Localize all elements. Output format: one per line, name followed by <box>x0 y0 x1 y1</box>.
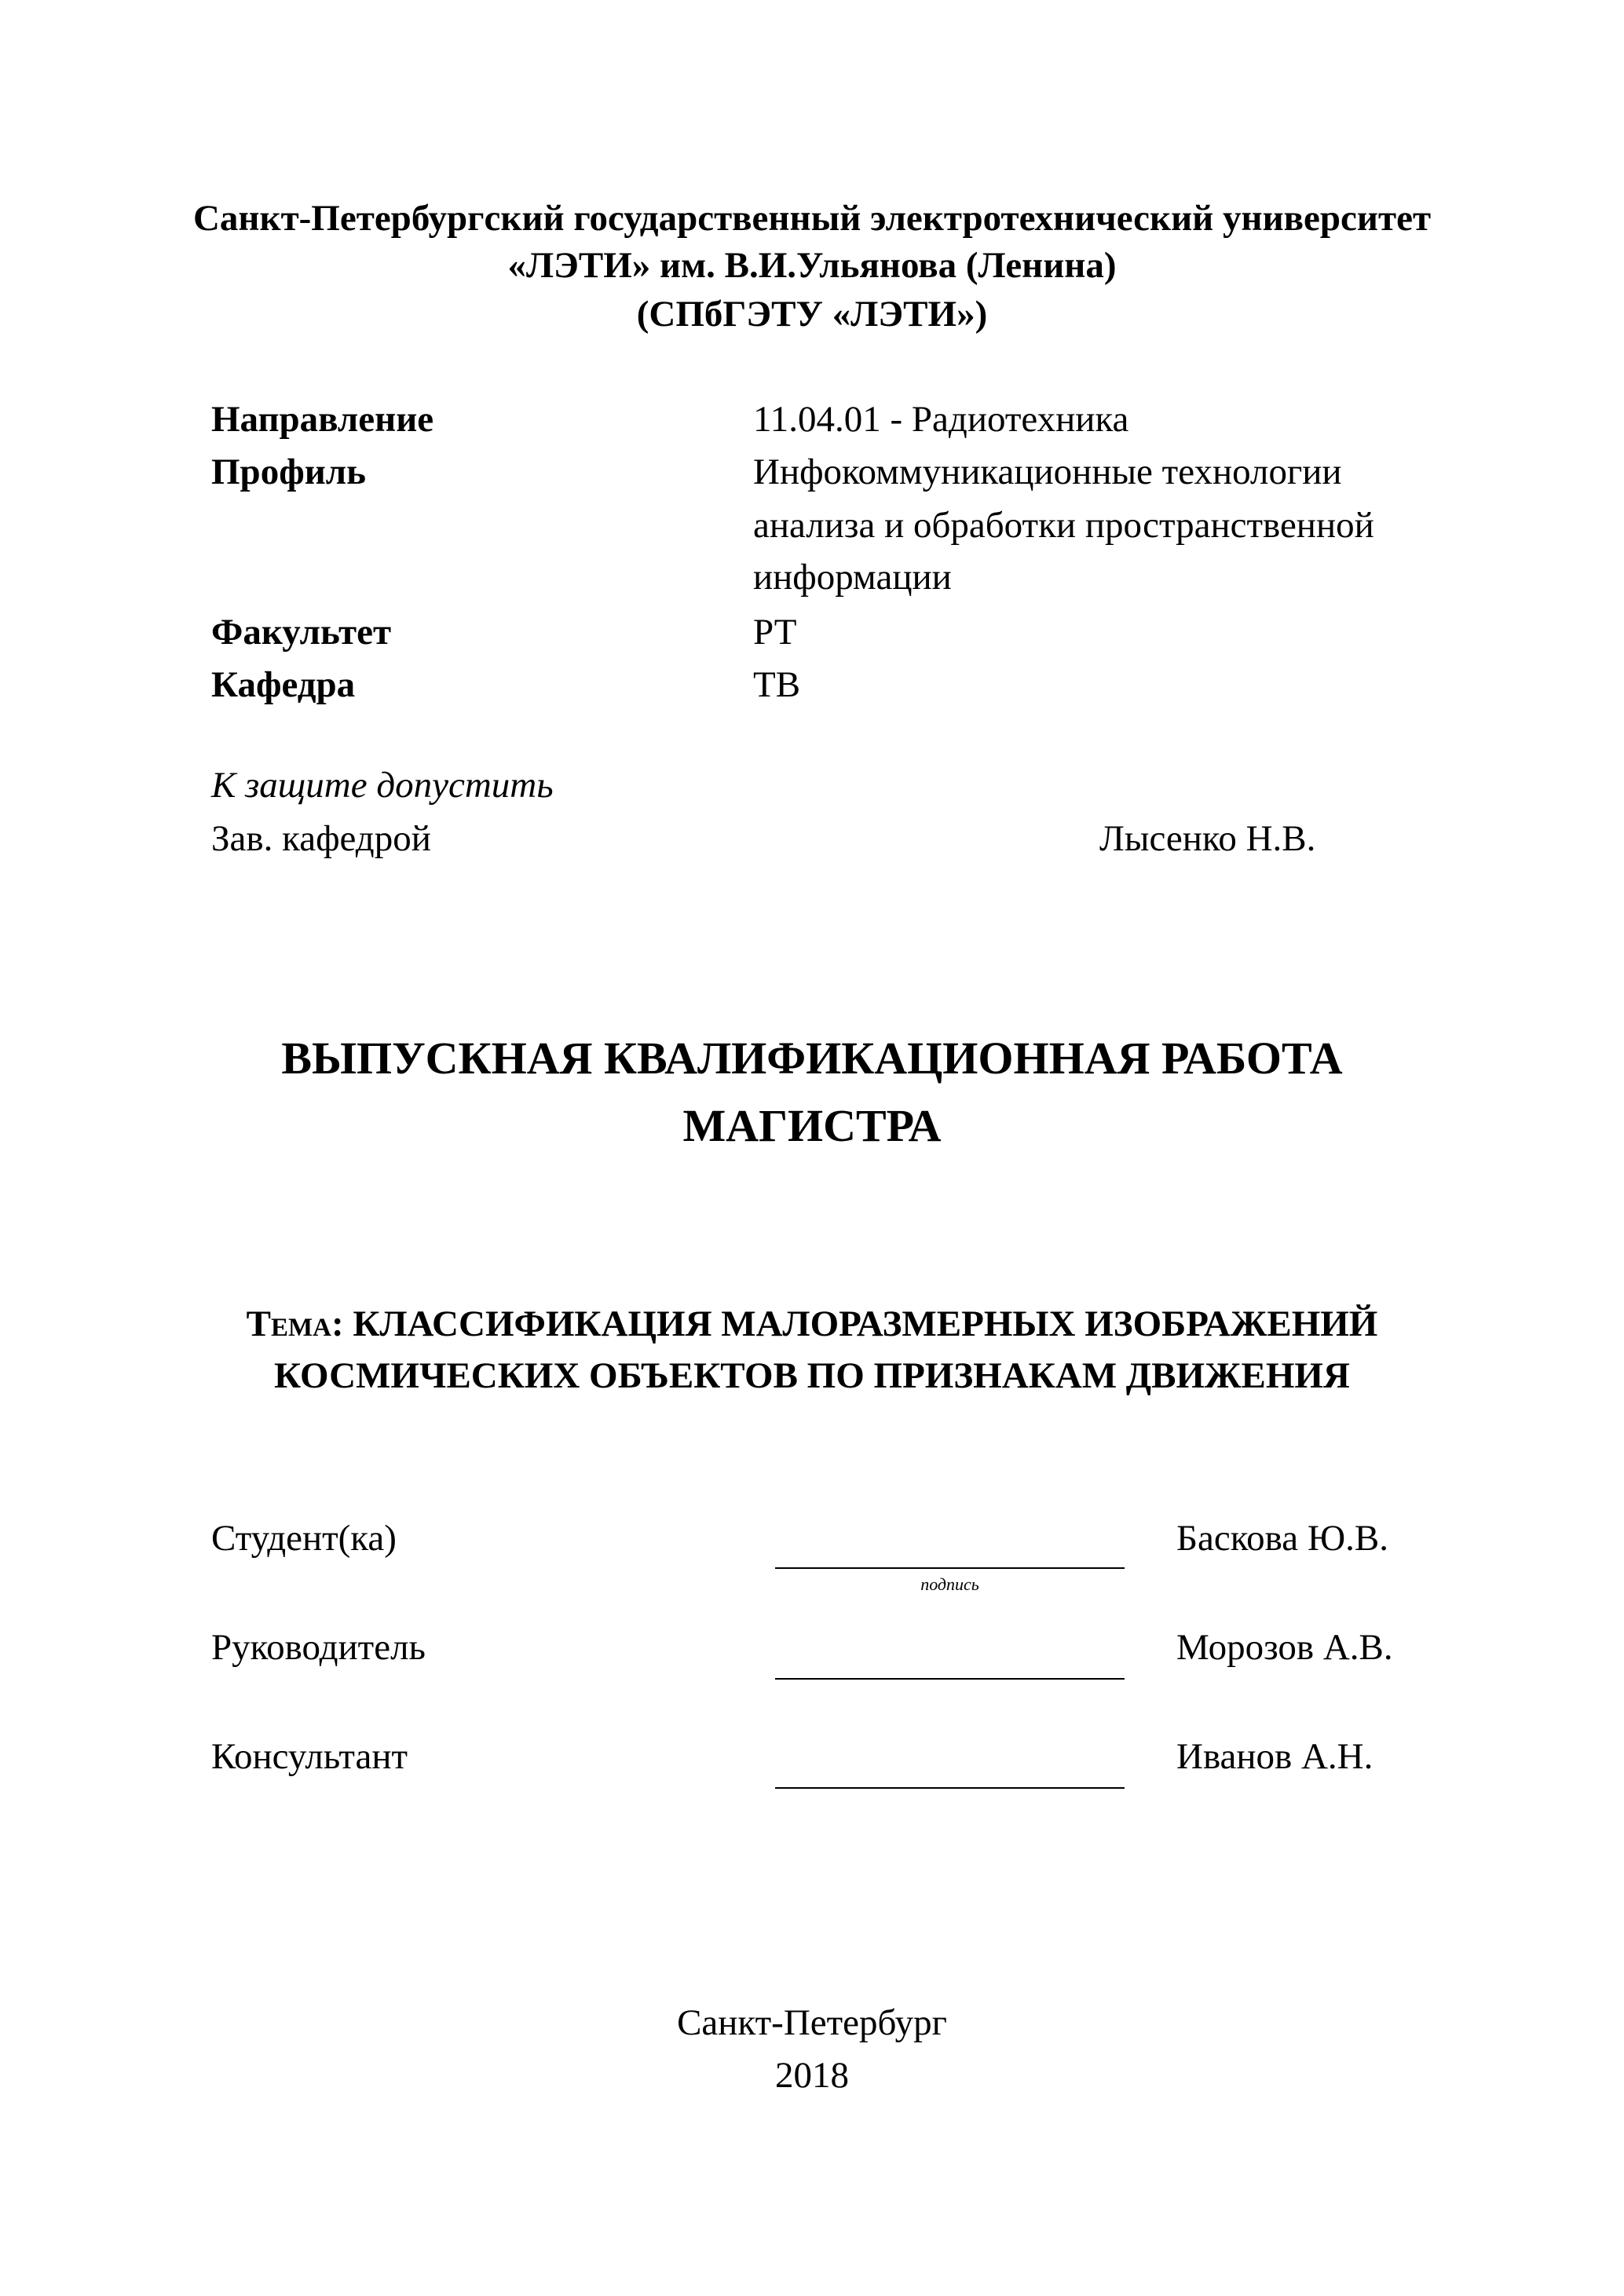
direction-label: Направление <box>211 399 434 440</box>
head-label: Зав. кафедрой <box>211 818 431 859</box>
profile-value-line2: анализа и обработки пространственной <box>753 505 1374 546</box>
department-label: Кафедра <box>211 664 356 705</box>
admit-text: К защите допустить <box>211 765 554 806</box>
head-name: Лысенко Н.В. <box>1099 818 1316 859</box>
university-abbreviation: (СПбГЭТУ «ЛЭТИ») <box>636 294 988 335</box>
consultant-signature-line <box>775 1787 1125 1789</box>
supervisor-signature-line <box>775 1678 1125 1680</box>
supervisor-role: Руководитель <box>211 1627 426 1668</box>
topic-prefix: Тема: <box>246 1303 344 1344</box>
student-signature-line <box>775 1567 1125 1569</box>
city: Санкт-Петербург <box>677 2002 947 2043</box>
faculty-label: Факультет <box>211 612 392 653</box>
university-name: Санкт-Петербургский государственный электротехнический университет <box>192 198 1432 239</box>
year: 2018 <box>775 2055 849 2096</box>
title-line2: МАГИСТРА <box>682 1100 942 1151</box>
supervisor-name: Морозов А.В. <box>1176 1627 1393 1668</box>
topic-line1: КЛАССИФИКАЦИЯ МАЛОРАЗМЕРНЫХ ИЗОБРАЖЕНИЙ <box>353 1303 1378 1344</box>
student-role: Студент(ка) <box>211 1518 397 1559</box>
student-name: Баскова Ю.В. <box>1176 1518 1388 1559</box>
profile-label: Профиль <box>211 452 367 492</box>
faculty-value: РТ <box>753 612 797 653</box>
profile-value-line3: информации <box>753 557 952 598</box>
title-line1: ВЫПУСКНАЯ КВАЛИФИКАЦИОННАЯ РАБОТА <box>281 1033 1343 1084</box>
signature-hint: подпись <box>920 1574 979 1594</box>
topic-line2: КОСМИЧЕСКИХ ОБЪЕКТОВ ПО ПРИЗНАКАМ ДВИЖЕНИЯ <box>274 1355 1350 1396</box>
consultant-name: Иванов А.Н. <box>1176 1736 1373 1777</box>
university-name-line2: «ЛЭТИ» им. В.И.Ульянова (Ленина) <box>507 245 1117 286</box>
profile-value-line1: Инфокоммуникационные технологии <box>753 452 1342 492</box>
department-value: ТВ <box>753 664 801 705</box>
consultant-role: Консультант <box>211 1736 408 1777</box>
direction-value: 11.04.01 - Радиотехника <box>753 399 1129 440</box>
